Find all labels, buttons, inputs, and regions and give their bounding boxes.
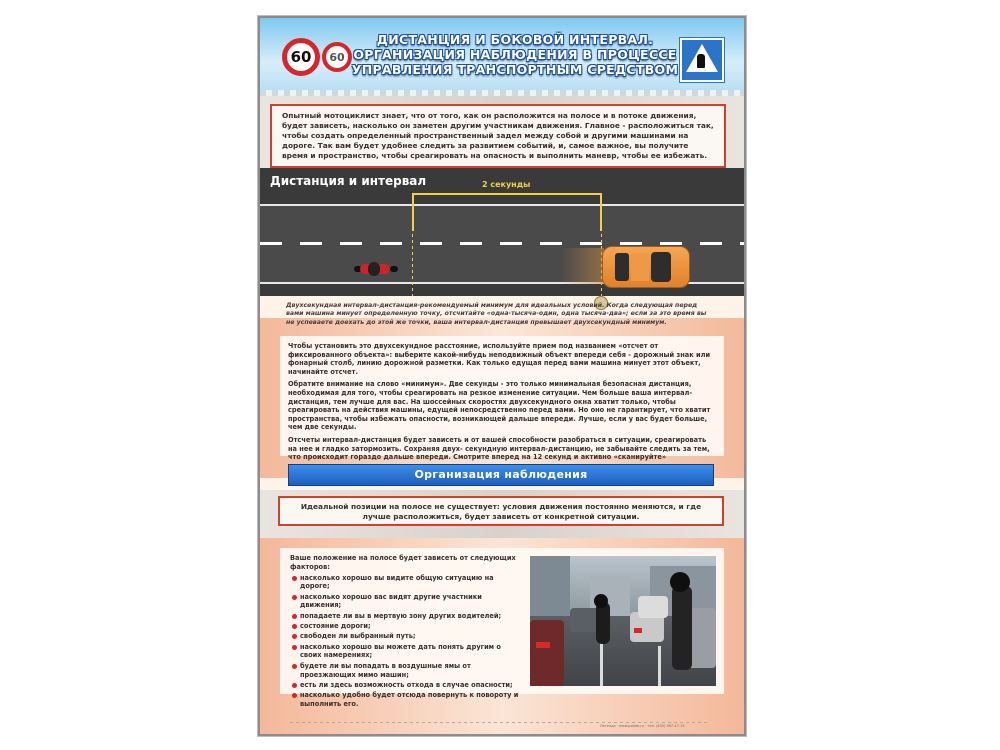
title-line-1: ДИСТАНЦИЯ И БОКОВОЙ ИНТЕРВАЛ.: [376, 32, 654, 47]
title-line-2: ОРГАНИЗАЦИЯ НАБЛЮДЕНИЯ В ПРОЦЕССЕ: [353, 47, 677, 62]
paragraph: Обратите внимание на слово «минимум». Две секунды - это только минимальная безопасная дистанция, необходимая для того, чтобы среагировать на резкое изменение ситуации. Чем больше ваша интервал-дистанция, тем лучше для вас. На шоссейных скоростях двухсекундного окна хватит только, чтобы среагировать на действия машины, едущей непосредственно перед вами. Но оно не гарантирует, что хватит пространства, чтобы избежать опасности, возникающей дальше впереди. Лучше, если у вас будет больше, чем две секунды.: [288, 380, 711, 432]
lane-marking: [260, 242, 744, 245]
list-item: насколько хорошо вас видят другие участники движения;: [290, 593, 522, 611]
list-item: насколько хорошо вы можете дать понять другим о своих намерениях;: [290, 643, 522, 661]
interval-bracket-right: [600, 193, 602, 231]
paragraph: Чтобы установить это двухсекундное расстояние, используйте прием под названием «отсчет от фиксированного объекта»: выберите какой-нибудь неподвижный объект впереди себя - дорожный знак или фонарный столб, линию дорожной разметки. Как только едущая перед вами машина минует этот объект, начинайте отсчет.: [288, 342, 711, 376]
bullet-icon: [292, 576, 297, 581]
main-text-card: [280, 336, 724, 462]
interval-bracket-left: [412, 193, 414, 231]
speed-limit-sign-icon: 60: [282, 38, 320, 76]
interval-bracket-top: [412, 193, 602, 195]
road-title: Дистанция и интервал: [270, 174, 427, 188]
interval-label: 2 секунды: [482, 180, 531, 189]
header-banner: [260, 18, 744, 92]
list-item: есть ли здесь возможность отхода в случае опасности;: [290, 681, 522, 690]
page-title: [350, 32, 680, 77]
bullet-icon: [292, 683, 297, 688]
section-title: Организация наблюдения: [288, 464, 714, 486]
list-item: насколько удобно будет отсюда повернуть к повороту и выполнить его.: [290, 691, 522, 709]
list-item: насколько хорошо вы видите общую ситуацию на дороге;: [290, 574, 522, 592]
bullet-icon: [292, 693, 297, 698]
list-item: свободен ли выбранный путь;: [290, 632, 522, 641]
poster: [258, 16, 746, 736]
bullet-icon: [292, 595, 297, 600]
car-icon: [602, 246, 690, 288]
intro-text: Опытный мотоциклист знает, что от того, как он расположится на полосе и в потоке движения, будет зависеть, насколько он заметен другим участникам движения. Главное - расположиться так, чтобы создать определенный пространственный задел между собой и другими машинами на дороге. Так вам будет удобнее следить за развитием событий, и, самое важное, вы получите время и пространство, чтобы среагировать на опасность и выполнить маневр, чтобы ее избежать.: [270, 104, 726, 168]
pedestrian-crossing-sign-icon: [680, 38, 724, 82]
bullet-icon: [292, 634, 297, 639]
factors-card: [280, 548, 724, 708]
bullet-icon: [292, 645, 297, 650]
factors-heading: Ваше положение на полосе будет зависеть от следующих факторов:: [290, 554, 516, 571]
car-motion-blur: [560, 248, 604, 284]
factors-list: [290, 554, 522, 710]
paragraph: Отсчеты интервал-дистанция будет зависеть и от вашей способности разобраться в ситуации, среагировать на нее и гладко затормозить. Сохраняя двух- секундную интервал-дистанцию, не забывайте следить за тем, что происходит гораздо дальше впереди. Смотрите вперед на 12 секунд и активно «сканируйте»: [288, 435, 710, 462]
bullet-icon: [292, 624, 297, 629]
title-line-3: УПРАВЛЕНИЯ ТРАНСПОРТНЫМ СРЕДСТВОМ: [351, 62, 679, 77]
bullet-icon: [292, 614, 297, 619]
road-illustration: [260, 168, 744, 296]
speed-limit-sign-small-icon: 60: [322, 42, 352, 72]
reference-line-left: [412, 234, 413, 296]
road-caption: Двухсекундная интервал-дистанция-рекомендуемый минимум для идеальных условий. Когда следующая перед вами машина минует определенную точку, отсчитайте «одна-тысяча-один, одна тысяча-два»; если за это время вы не успеваете доехать до этой же точки, ваша интервал-дистанция превышает двухсекундный минимум.: [286, 302, 707, 326]
list-item: будете ли вы попадать в воздушные ямы от проезжающих мимо машин;: [290, 662, 522, 680]
list-item: попадаете ли вы в мертвую зону других водителей;: [290, 612, 522, 621]
motorcycle-icon: [350, 262, 400, 276]
list-item: состояние дороги;: [290, 622, 522, 631]
footer-text: Легенда · www.poster.ru · тел. (495) 987-47-15: [600, 724, 685, 728]
bullet-icon: [292, 664, 297, 669]
traffic-photo: [530, 556, 716, 686]
footer: [260, 718, 744, 734]
ideal-position-text: Идеальной позиции на полосе не существует: условия движения постоянно меняются, и где лучше расположиться, будет зависеть от конкретной ситуации.: [278, 496, 724, 526]
